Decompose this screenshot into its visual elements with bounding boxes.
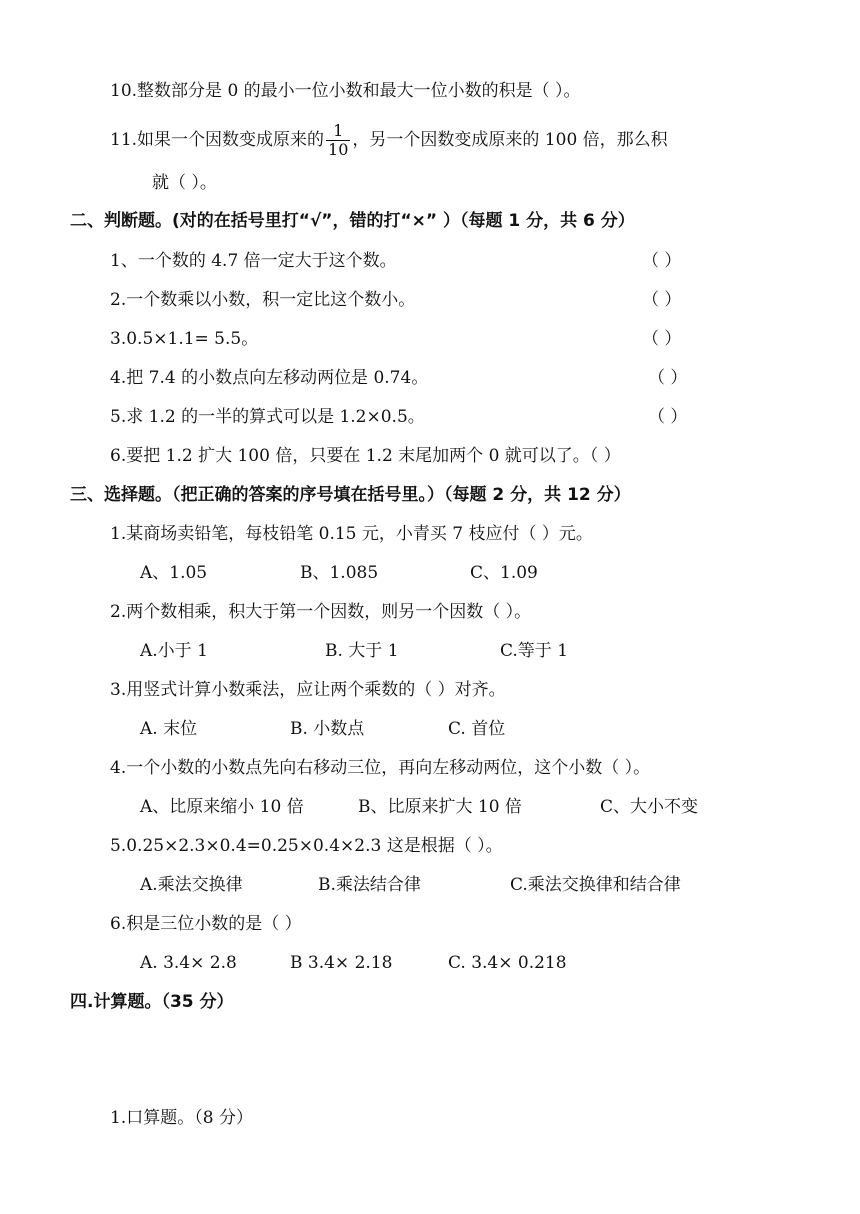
choice-6-option-a[interactable]: A. 3.4× 2.8 [140, 953, 237, 973]
choice-3-option-c[interactable]: C. 首位 [448, 719, 506, 739]
choice-5-option-a[interactable]: A.乘法交换律 [140, 875, 243, 895]
choice-4-option-c[interactable]: C、大小不变 [600, 797, 699, 817]
judge-answer-5[interactable]: （ ） [648, 407, 688, 427]
judge-item-1: 1、一个数的 4.7 倍一定大于这个数。 [110, 251, 397, 271]
section-2-heading: 二、判断题。(对的在括号里打“√”，错的打“×” ）（每题 1 分，共 6 分） [70, 211, 635, 231]
choice-3-option-a[interactable]: A. 末位 [140, 719, 198, 739]
question-11-part2: ，另一个因数变成原来的 100 倍，那么积 [352, 130, 668, 150]
choice-2-option-b[interactable]: B. 大于 1 [325, 641, 399, 661]
choice-question-6: 6.积是三位小数的是（ ） [110, 914, 302, 934]
choice-6-option-c[interactable]: C. 3.4× 0.218 [448, 953, 567, 973]
choice-2-option-c[interactable]: C.等于 1 [500, 641, 569, 661]
question-11 [110, 120, 668, 160]
judge-answer-3[interactable]: （ ） [642, 329, 682, 349]
judge-item-3: 3.0.5×1.1= 5.5。 [110, 329, 259, 349]
choice-1-option-c[interactable]: C、1.09 [470, 563, 538, 583]
choice-1-option-a[interactable]: A、1.05 [140, 563, 208, 583]
choice-question-2: 2.两个数相乘，积大于第一个因数，则另一个因数（ ）。 [110, 602, 532, 622]
judge-answer-2[interactable]: （ ） [642, 290, 682, 310]
section-4-heading: 四.计算题。（35 分） [70, 992, 234, 1012]
choice-2-option-a[interactable]: A.小于 1 [140, 641, 208, 661]
judge-item-2: 2.一个数乘以小数，积一定比这个数小。 [110, 290, 416, 310]
choice-4-option-a[interactable]: A、比原来缩小 10 倍 [140, 797, 304, 817]
choice-3-option-b[interactable]: B. 小数点 [290, 719, 365, 739]
judge-item-5: 5.求 1.2 的一半的算式可以是 1.2×0.5。 [110, 407, 425, 427]
judge-answer-4[interactable]: （ ） [648, 368, 688, 388]
choice-question-5: 5.0.25×2.3×0.4=0.25×0.4×2.3 这是根据（ ）。 [110, 836, 503, 856]
section-4-subquestion-1: 1.口算题。（8 分） [110, 1108, 253, 1128]
fraction-numerator: 1 [326, 122, 350, 141]
judge-answer-1[interactable]: （ ） [642, 251, 682, 271]
choice-1-option-b[interactable]: B、1.085 [300, 563, 379, 583]
judge-item-6: 6.要把 1.2 扩大 100 倍，只要在 1.2 末尾加两个 0 就可以了。（ ） [110, 446, 621, 466]
choice-5-option-b[interactable]: B.乘法结合律 [318, 875, 421, 895]
choice-6-option-b[interactable]: B 3.4× 2.18 [290, 953, 393, 973]
choice-question-1: 1.某商场卖铅笔，每枝铅笔 0.15 元，小青买 7 枝应付（ ）元。 [110, 524, 593, 544]
fraction-one-tenth [326, 122, 350, 159]
choice-4-option-b[interactable]: B、比原来扩大 10 倍 [358, 797, 522, 817]
section-3-heading: 三、选择题。（把正确的答案的序号填在括号里。）（每题 2 分，共 12 分） [70, 485, 631, 505]
judge-item-4: 4.把 7.4 的小数点向左移动两位是 0.74。 [110, 368, 429, 388]
choice-5-option-c[interactable]: C.乘法交换律和结合律 [510, 875, 681, 895]
question-11-part1: 11.如果一个因数变成原来的 [110, 130, 325, 150]
question-10: 10.整数部分是 0 的最小一位小数和最大一位小数的积是（ ）。 [110, 81, 581, 101]
question-11-continuation: 就（ ）。 [152, 173, 217, 193]
choice-question-3: 3.用竖式计算小数乘法，应让两个乘数的（ ）对齐。 [110, 680, 506, 700]
choice-question-4: 4.一个小数的小数点先向右移动三位，再向左移动两位，这个小数（ ）。 [110, 758, 651, 778]
fraction-denominator: 10 [328, 140, 349, 159]
